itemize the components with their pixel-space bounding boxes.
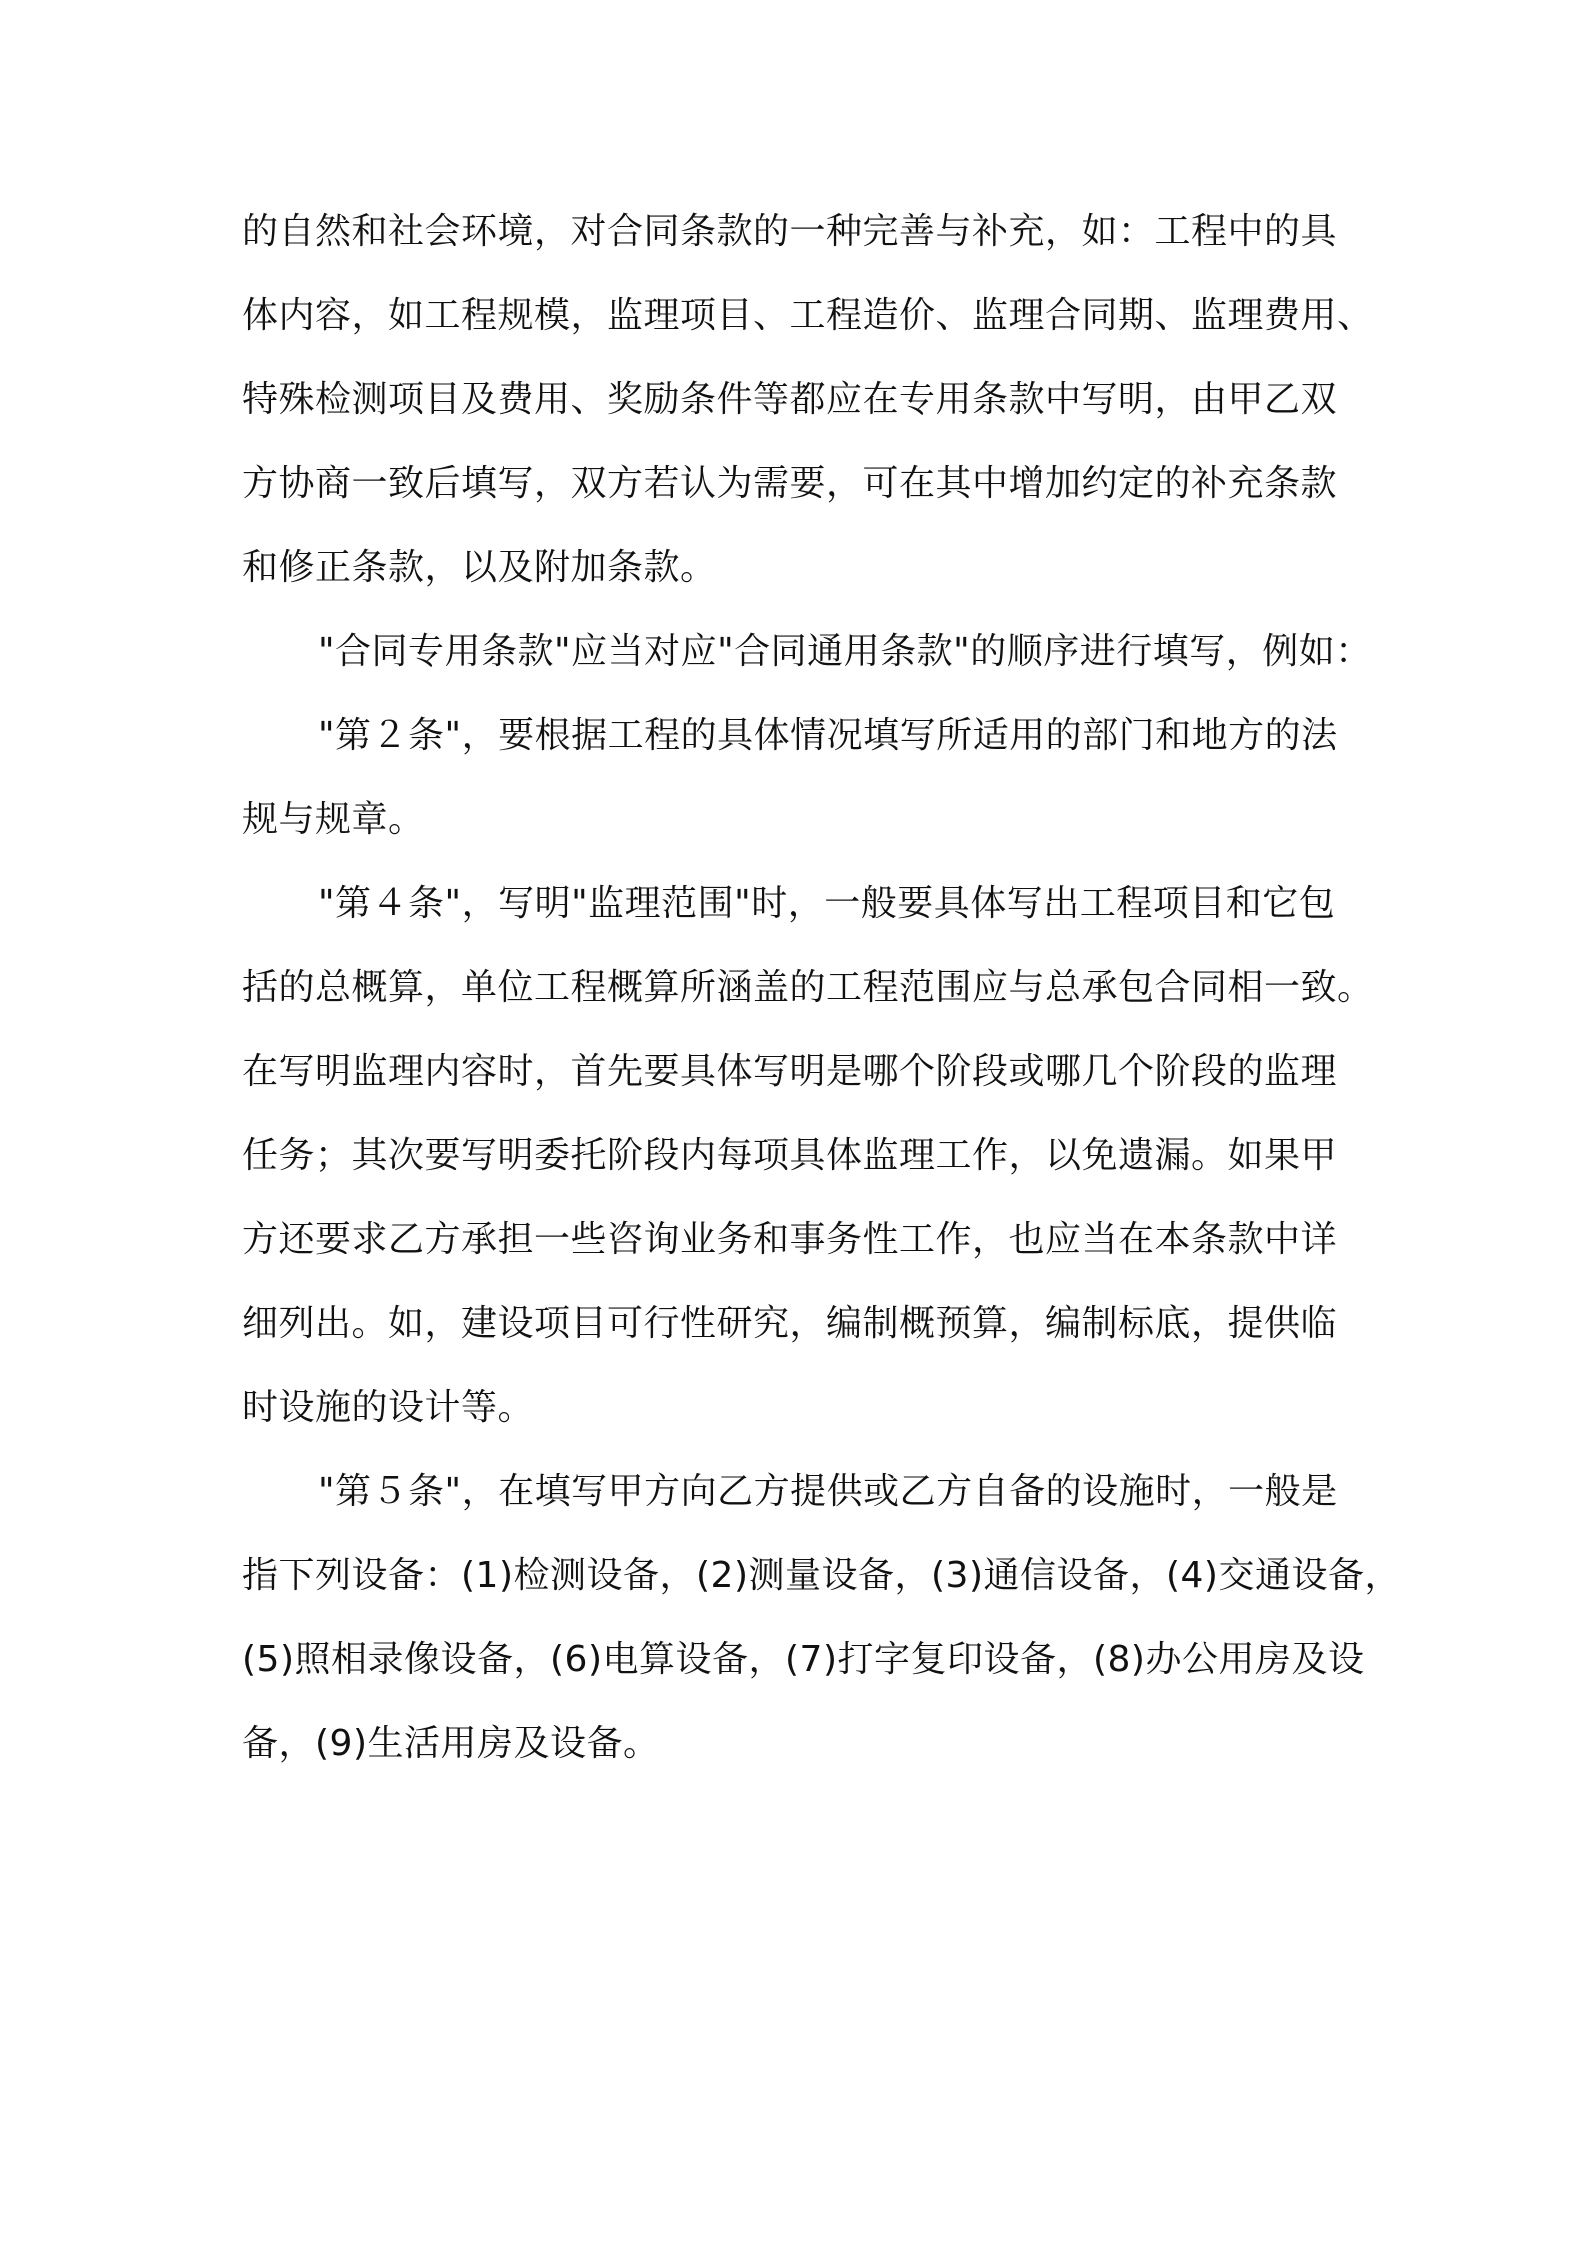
text-line: 细列出。如，建设项目可行性研究，编制概预算，编制标底，提供临 <box>242 1303 1338 1344</box>
document-body <box>242 190 1401 1786</box>
paragraph-first-line: "第２条"，要根据工程的具体情况填写所适用的部门和地方的法 <box>318 715 1338 756</box>
text-line: 方还要求乙方承担一些咨询业务和事务性工作，也应当在本条款中详 <box>242 1219 1338 1260</box>
text-line: 和修正条款，以及附加条款。 <box>242 547 717 588</box>
text-line: 在写明监理内容时，首先要具体写明是哪个阶段或哪几个阶段的监理 <box>242 1051 1338 1092</box>
text-line: 时设施的设计等。 <box>242 1387 535 1428</box>
text-line: 括的总概算，单位工程概算所涵盖的工程范围应与总承包合同相一致。 <box>242 967 1374 1008</box>
text-line: (5)照相录像设备，(6)电算设备，(7)打字复印设备，(8)办公用房及设 <box>242 1639 1365 1680</box>
text-line: 规与规章。 <box>242 799 425 840</box>
text-line: 任务；其次要写明委托阶段内每项具体监理工作，以免遗漏。如果甲 <box>242 1135 1338 1176</box>
text-line: 的自然和社会环境，对合同条款的一种完善与补充，如：工程中的具 <box>242 211 1338 252</box>
paragraph-first-line: "合同专用条款"应当对应"合同通用条款"的顺序进行填写，例如： <box>318 631 1372 672</box>
text-line: 指下列设备：(1)检测设备，(2)测量设备，(3)通信设备，(4)交通设备， <box>242 1555 1401 1596</box>
text-line: 备，(9)生活用房及设备。 <box>242 1723 660 1764</box>
text-line: 方协商一致后填写，双方若认为需要，可在其中增加约定的补充条款 <box>242 463 1338 504</box>
text-line: 特殊检测项目及费用、奖励条件等都应在专用条款中写明，由甲乙双 <box>242 379 1338 420</box>
paragraph-first-line: "第５条"，在填写甲方向乙方提供或乙方自备的设施时，一般是 <box>318 1471 1338 1512</box>
text-line: 体内容，如工程规模，监理项目、工程造价、监理合同期、监理费用、 <box>242 295 1374 336</box>
paragraph-first-line: "第４条"，写明"监理范围"时，一般要具体写出工程项目和它包 <box>318 883 1336 924</box>
